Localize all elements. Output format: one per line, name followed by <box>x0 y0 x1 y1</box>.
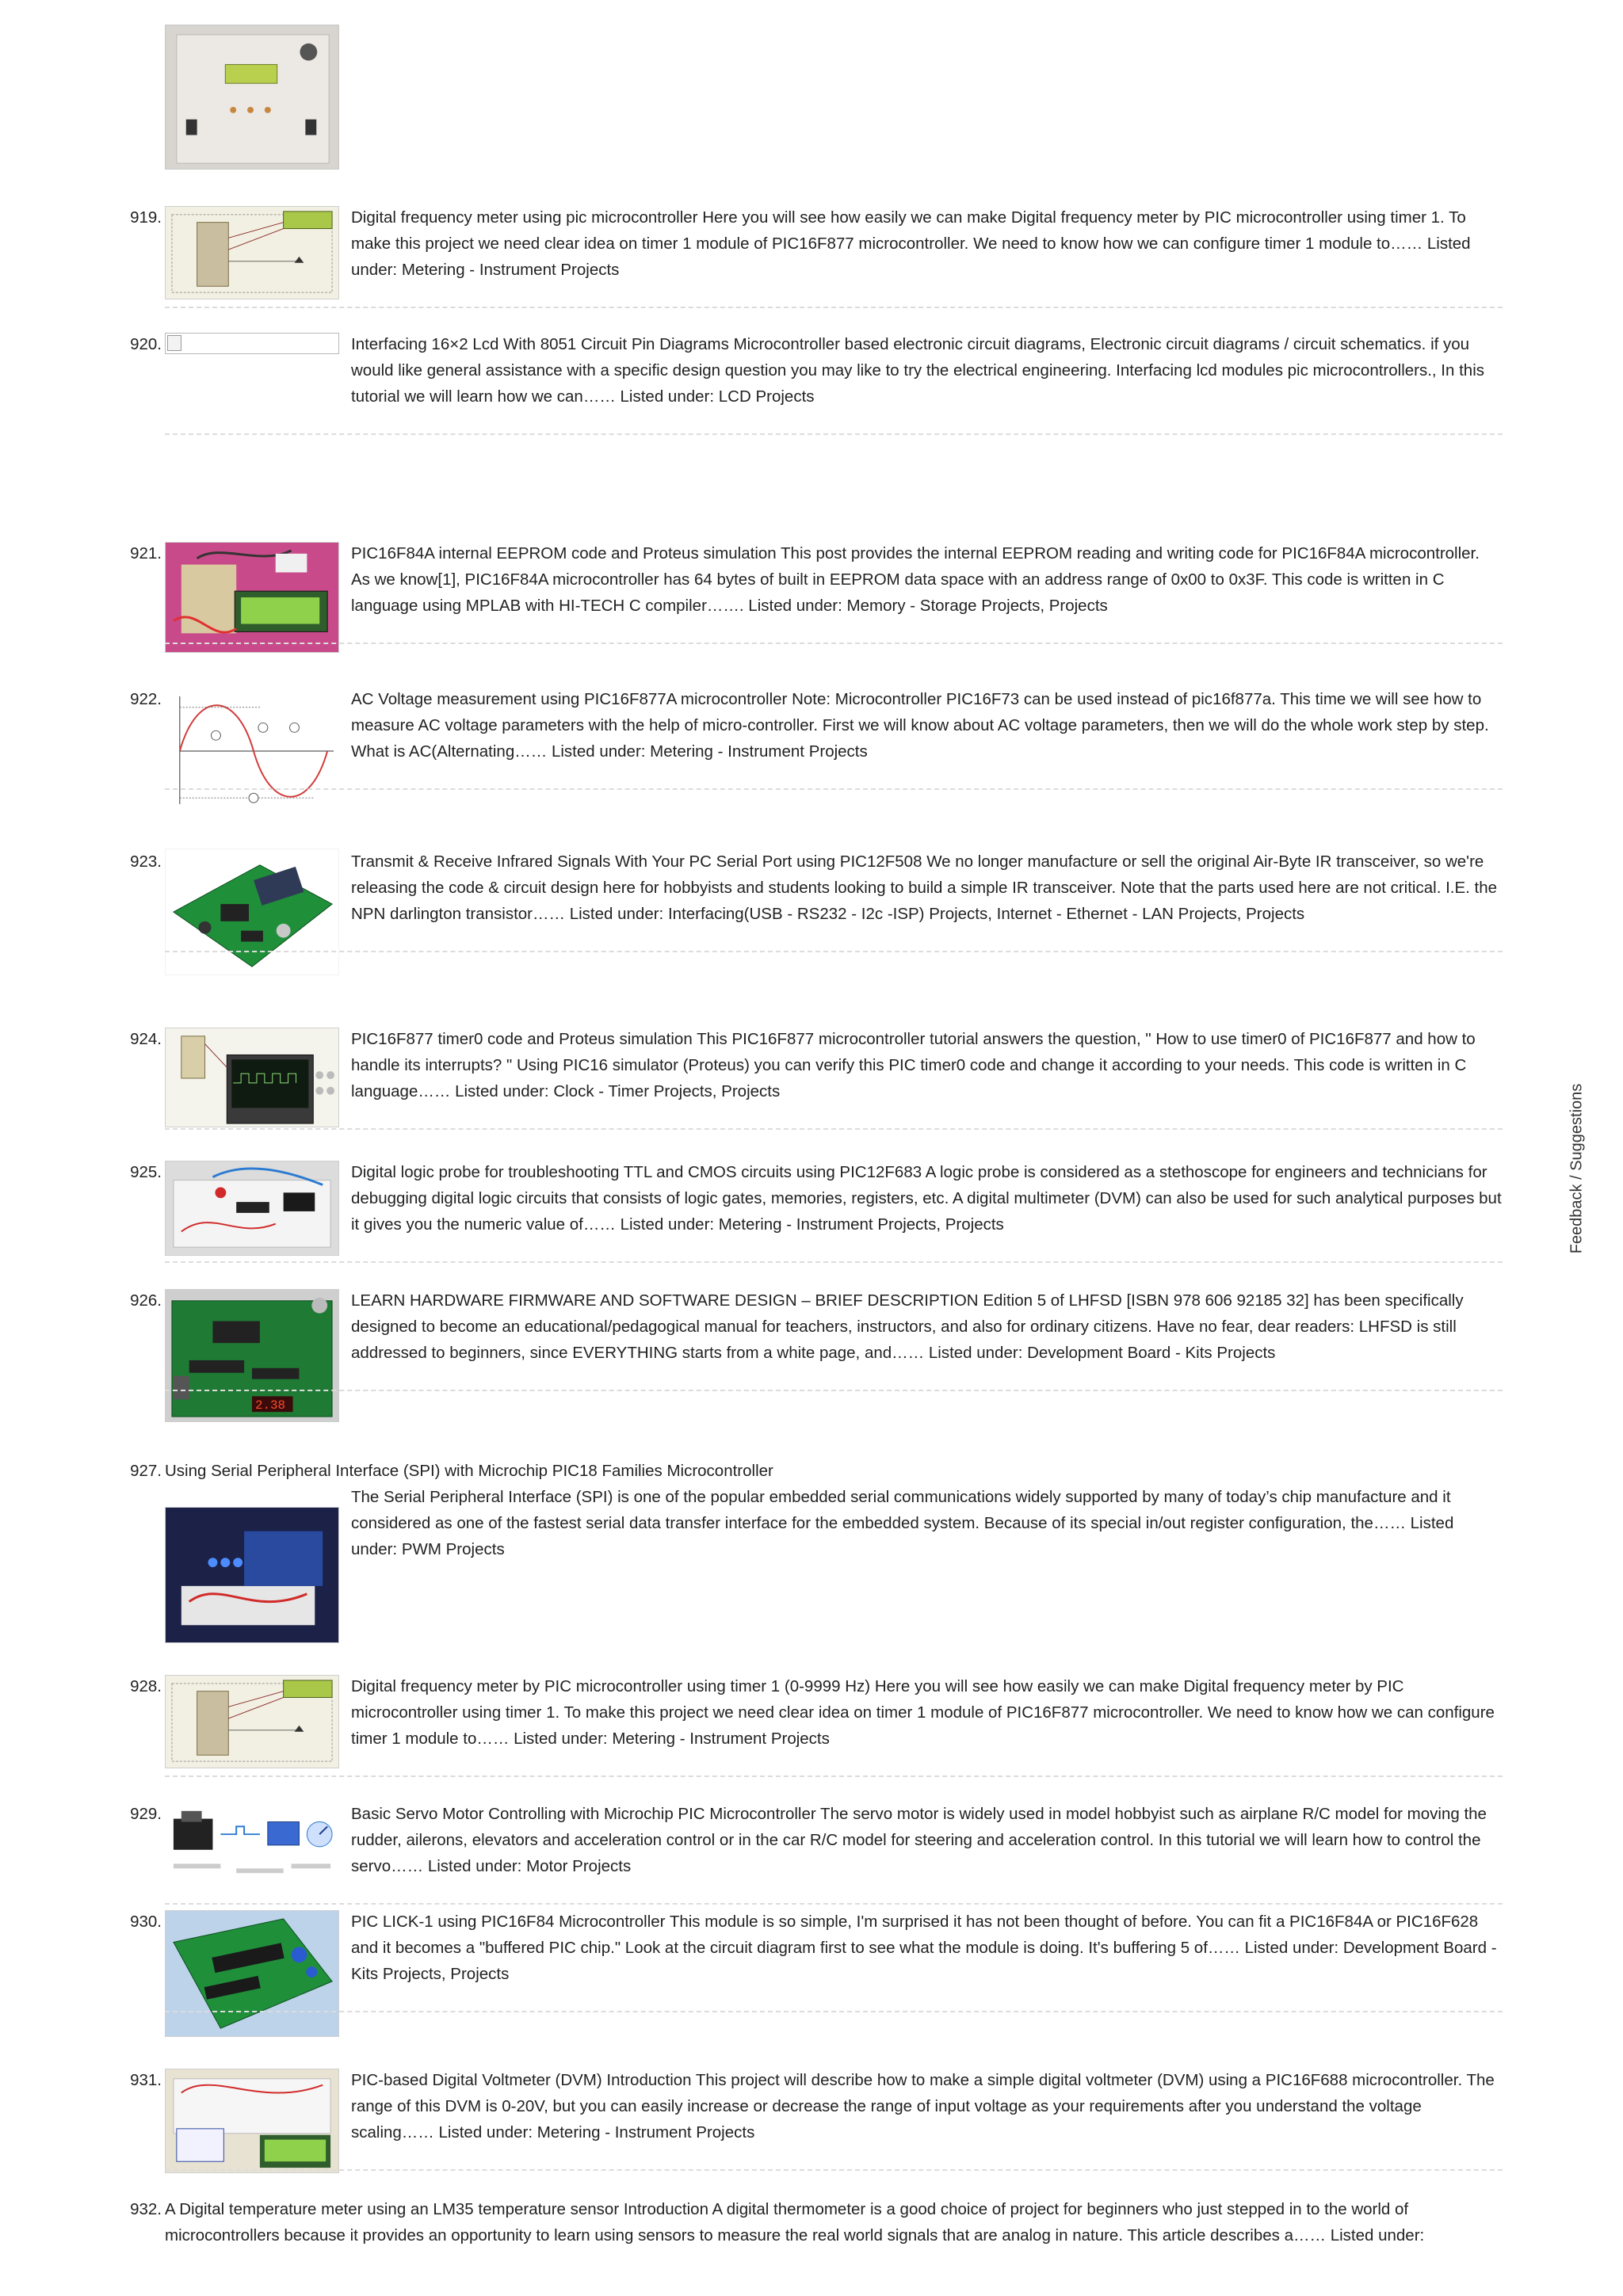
project-title-link[interactable]: LEARN HARDWARE FIRMWARE AND SOFTWARE DESIGN – BRIEF DESCRIPTION <box>351 1291 979 1310</box>
project-summary: Edition 5 of LHFSD [ISBN 978 606 92185 32] has been specifically designed to become an educational/pedagogical manual for teachers, instructors, and also for ordinary citizens. Have no fear, dear readers: LHFSD is still addressed to beginners, since EVERYTHING starts from a white page, and…… <box>351 1291 1464 1362</box>
item-divider <box>165 951 1503 952</box>
project-thumbnail[interactable] <box>165 1910 339 2037</box>
broken-image-icon[interactable] <box>165 333 339 354</box>
listed-under-label: Listed under: <box>928 1344 1023 1362</box>
item-divider <box>165 307 1503 308</box>
category-link[interactable]: Metering - Instrument Projects <box>650 742 868 761</box>
project-summary: Introduction A digital thermometer is a good choice of project for beginners who just stepped in to the world of microcontrollers because it provides an opportunity to learn using sensors to measure the real world signals that are analog in nature. This article describes a…… <box>165 2200 1409 2245</box>
project-thumbnail[interactable] <box>165 1289 339 1422</box>
item-number: 930. <box>130 1913 162 1931</box>
project-thumbnail-enclosure[interactable] <box>165 25 339 170</box>
project-title-link[interactable]: Using Serial Peripheral Interface (SPI) with Microchip PIC18 Families Microcontroller <box>165 1462 773 1480</box>
item-number: 927. <box>130 1462 162 1480</box>
project-thumbnail[interactable] <box>165 1161 339 1256</box>
project-title-link[interactable]: Interfacing 16×2 Lcd With 8051 Circuit Pin Diagrams <box>351 335 729 353</box>
project-summary: Here you will see how easily we can make Digital frequency meter by PIC microcontroller using timer 1. To make this project we need clear idea on timer 1 module of PIC16F877 microcontroller. We need to know how we can configure timer 1 module to…… <box>351 1677 1495 1748</box>
category-link[interactable]: Metering - Instrument Projects <box>401 261 620 279</box>
item-divider <box>165 643 1503 644</box>
listed-under-label: Listed under: <box>620 1215 715 1234</box>
project-thumbnail[interactable] <box>165 1675 339 1768</box>
listed-under-label: Listed under: <box>620 387 715 406</box>
feedback-tab[interactable] <box>1553 1077 1601 1260</box>
listed-under-label: Listed under: <box>551 742 646 761</box>
project-thumbnail[interactable] <box>165 1028 339 1127</box>
item-divider <box>165 2011 1503 2012</box>
project-summary: This PIC16F877 microcontroller tutorial answers the question, " How to use timer0 of PIC16F877 and how to handle its interrupts? " Using PIC16 simulator (Proteus) you can verify this PIC timer0 code and change it according to your needs. This code is written in C language…… <box>351 1030 1476 1100</box>
item-divider <box>165 433 1503 435</box>
item-number: 921. <box>130 544 162 563</box>
category-link[interactable]: Clock - Timer Projects, Projects <box>553 1082 781 1100</box>
listed-under-label: Listed under: <box>1330 2226 1425 2245</box>
category-link[interactable]: PWM Projects <box>401 1540 505 1558</box>
project-title-link[interactable]: Digital frequency meter by PIC microcontroller using timer 1 (0-9999 Hz) <box>351 1677 871 1695</box>
category-link[interactable]: LCD Projects <box>718 387 815 406</box>
project-summary: Microcontroller based electronic circuit diagrams, Electronic circuit diagrams / circuit schematics. if you would like general assistance with a specific design question you may like to try the electrical engineering. Interfacing lcd modules pic microcontrollers., In this tutorial we will learn how we can…… <box>351 335 1485 406</box>
feedback-tab-label[interactable]: Feedback / Suggestions <box>1568 1083 1586 1254</box>
project-thumbnail[interactable] <box>165 689 339 808</box>
project-summary: This module is so simple, I'm surprised it has not been thought of before. You can fit a PIC16F84A or PIC16F628 and it becomes a "buffered PIC chip." Look at the circuit diagram first to see what the module is doing. It's buffering 5 of…… <box>351 1913 1479 1957</box>
project-title-link[interactable]: Basic Servo Motor Controlling with Microchip PIC Microcontroller <box>351 1805 816 1823</box>
listed-under-label: Listed under: <box>514 1730 608 1748</box>
project-thumbnail[interactable] <box>165 2069 339 2173</box>
project-title-link[interactable]: AC Voltage measurement using PIC16F877A microcontroller <box>351 690 788 708</box>
project-thumbnail[interactable] <box>165 1507 339 1643</box>
project-thumbnail[interactable] <box>165 206 339 299</box>
item-number: 923. <box>130 852 162 871</box>
listed-under-label: Listed under: <box>455 1082 549 1100</box>
item-number: 925. <box>130 1163 162 1181</box>
listed-under-label: Listed under: <box>748 597 842 615</box>
project-thumbnail[interactable] <box>165 1802 339 1882</box>
category-link[interactable]: Development Board - Kits Projects <box>1027 1344 1276 1362</box>
listed-under-label: Listed under: <box>569 905 664 923</box>
listed-under-label: Listed under: <box>351 235 1471 279</box>
item-number: 928. <box>130 1677 162 1695</box>
project-title-link[interactable]: PIC16F877 timer0 code and Proteus simulation <box>351 1030 693 1048</box>
project-summary: Note: Microcontroller PIC16F73 can be used instead of pic16f877a. This time we will see how to measure AC voltage parameters with the help of micro-controller. First we will know about AC voltage parameters, then we will do the whole work step by step. What is AC(Alternating…… <box>351 690 1489 761</box>
project-summary: The servo motor is widely used in model hobbyist such as airplane R/C model for moving the rudder, ailerons, elevators and acceleration control or in the car R/C model for steering and acceleration control. In this tutorial we will learn how to control the servo…… <box>351 1805 1487 1875</box>
project-title-link[interactable]: Digital frequency meter using pic microcontroller <box>351 208 698 227</box>
item-divider <box>165 2169 1503 2171</box>
item-divider <box>165 1903 1503 1905</box>
category-link[interactable]: Metering - Instrument Projects <box>537 2123 755 2142</box>
project-summary: The Serial Peripheral Interface (SPI) is one of the popular embedded serial communications widely supported by many of today’s chip manufacture and it considered as one of the fastest serial data transfer interface for the embedded system. Because of its special in/out register configuration, the…… <box>351 1488 1451 1532</box>
category-link[interactable]: Motor Projects <box>526 1857 632 1875</box>
project-title-link[interactable]: Digital logic probe for troubleshooting TTL and CMOS circuits using PIC12F683 <box>351 1163 922 1181</box>
project-summary: This post provides the internal EEPROM reading and writing code for PIC16F84A microcontroller. As we know[1], PIC16F84A microcontroller has 64 bytes of built in EEPROM data space with an address range of 0x00 to 0x3F. This code is written in C language using MPLAB with HI-TECH C compiler……. <box>351 544 1480 615</box>
category-link[interactable]: Interfacing(USB - RS232 - I2c -ISP) Projects, Internet - Ethernet - LAN Projects, Projects <box>667 905 1305 923</box>
item-number: 931. <box>130 2071 162 2089</box>
project-summary: A logic probe is considered as a stethoscope for engineers and technicians for debugging digital logic circuits that consists of logic gates, memories, registers, etc. A digital multimeter (DVM) can also be used for such analytical purposes but it gives you the numeric value of…… <box>351 1163 1502 1234</box>
item-number: 919. <box>130 208 162 227</box>
project-summary: We no longer manufacture or sell the original Air-Byte IR transceiver, so we're releasing the code & circuit design here for hobbyists and students looking to build a simple IR transceiver. Note that the parts used here are not critical. I.E. the NPN darlington transistor…… <box>351 852 1498 923</box>
project-thumbnail[interactable] <box>165 849 339 975</box>
listed-under-label: Listed under: <box>351 1514 1454 1558</box>
project-title-link[interactable]: PIC16F84A internal EEPROM code and Proteus simulation <box>351 544 777 563</box>
project-title-link[interactable]: Transmit & Receive Infrared Signals With Your PC Serial Port using PIC12F508 <box>351 852 922 871</box>
item-divider <box>165 1775 1503 1777</box>
item-divider <box>165 1390 1503 1391</box>
project-thumbnail[interactable] <box>165 542 339 653</box>
category-link[interactable]: Metering - Instrument Projects, Projects <box>718 1215 1004 1234</box>
item-divider <box>165 788 1503 790</box>
category-link[interactable]: Development Board - Kits Projects, Projects <box>351 1939 1497 1983</box>
listed-under-label: Listed under: <box>1244 1939 1339 1957</box>
item-divider <box>165 1261 1503 1263</box>
project-title-link[interactable]: A Digital temperature meter using an LM35 temperature sensor <box>165 2200 620 2218</box>
project-title-link[interactable]: PIC-based Digital Voltmeter (DVM) <box>351 2071 602 2089</box>
item-number: 926. <box>130 1291 162 1310</box>
item-number: 920. <box>130 335 162 353</box>
item-number: 924. <box>130 1030 162 1048</box>
listed-under-label: Listed under: <box>427 1857 522 1875</box>
project-title-link[interactable]: PIC LICK-1 using PIC16F84 Microcontroller <box>351 1913 666 1931</box>
item-number: 929. <box>130 1805 162 1823</box>
item-number: 932. <box>130 2200 162 2218</box>
category-link[interactable]: Memory - Storage Projects, Projects <box>846 597 1108 615</box>
item-divider <box>165 1128 1503 1130</box>
project-summary: Introduction This project will describe how to make a simple digital voltmeter (DVM) using a PIC16F688 microcontroller. The range of this DVM is 0-20V, but you can easily increase or decrease the range of input voltage as your requirements after you understand the voltage scaling…… <box>351 2071 1495 2142</box>
item-number: 922. <box>130 690 162 708</box>
listed-under-label: Listed under: <box>438 2123 533 2142</box>
svg-text:2.38: 2.38 <box>254 1398 286 1413</box>
project-summary: Here you will see how easily we can make Digital frequency meter by PIC microcontroller using timer 1. To make this project we need clear idea on timer 1 module of PIC16F877 microcontroller. We need to know how we can configure timer 1 module to…… <box>351 208 1466 253</box>
category-link[interactable]: Metering - Instrument Projects <box>612 1730 830 1748</box>
